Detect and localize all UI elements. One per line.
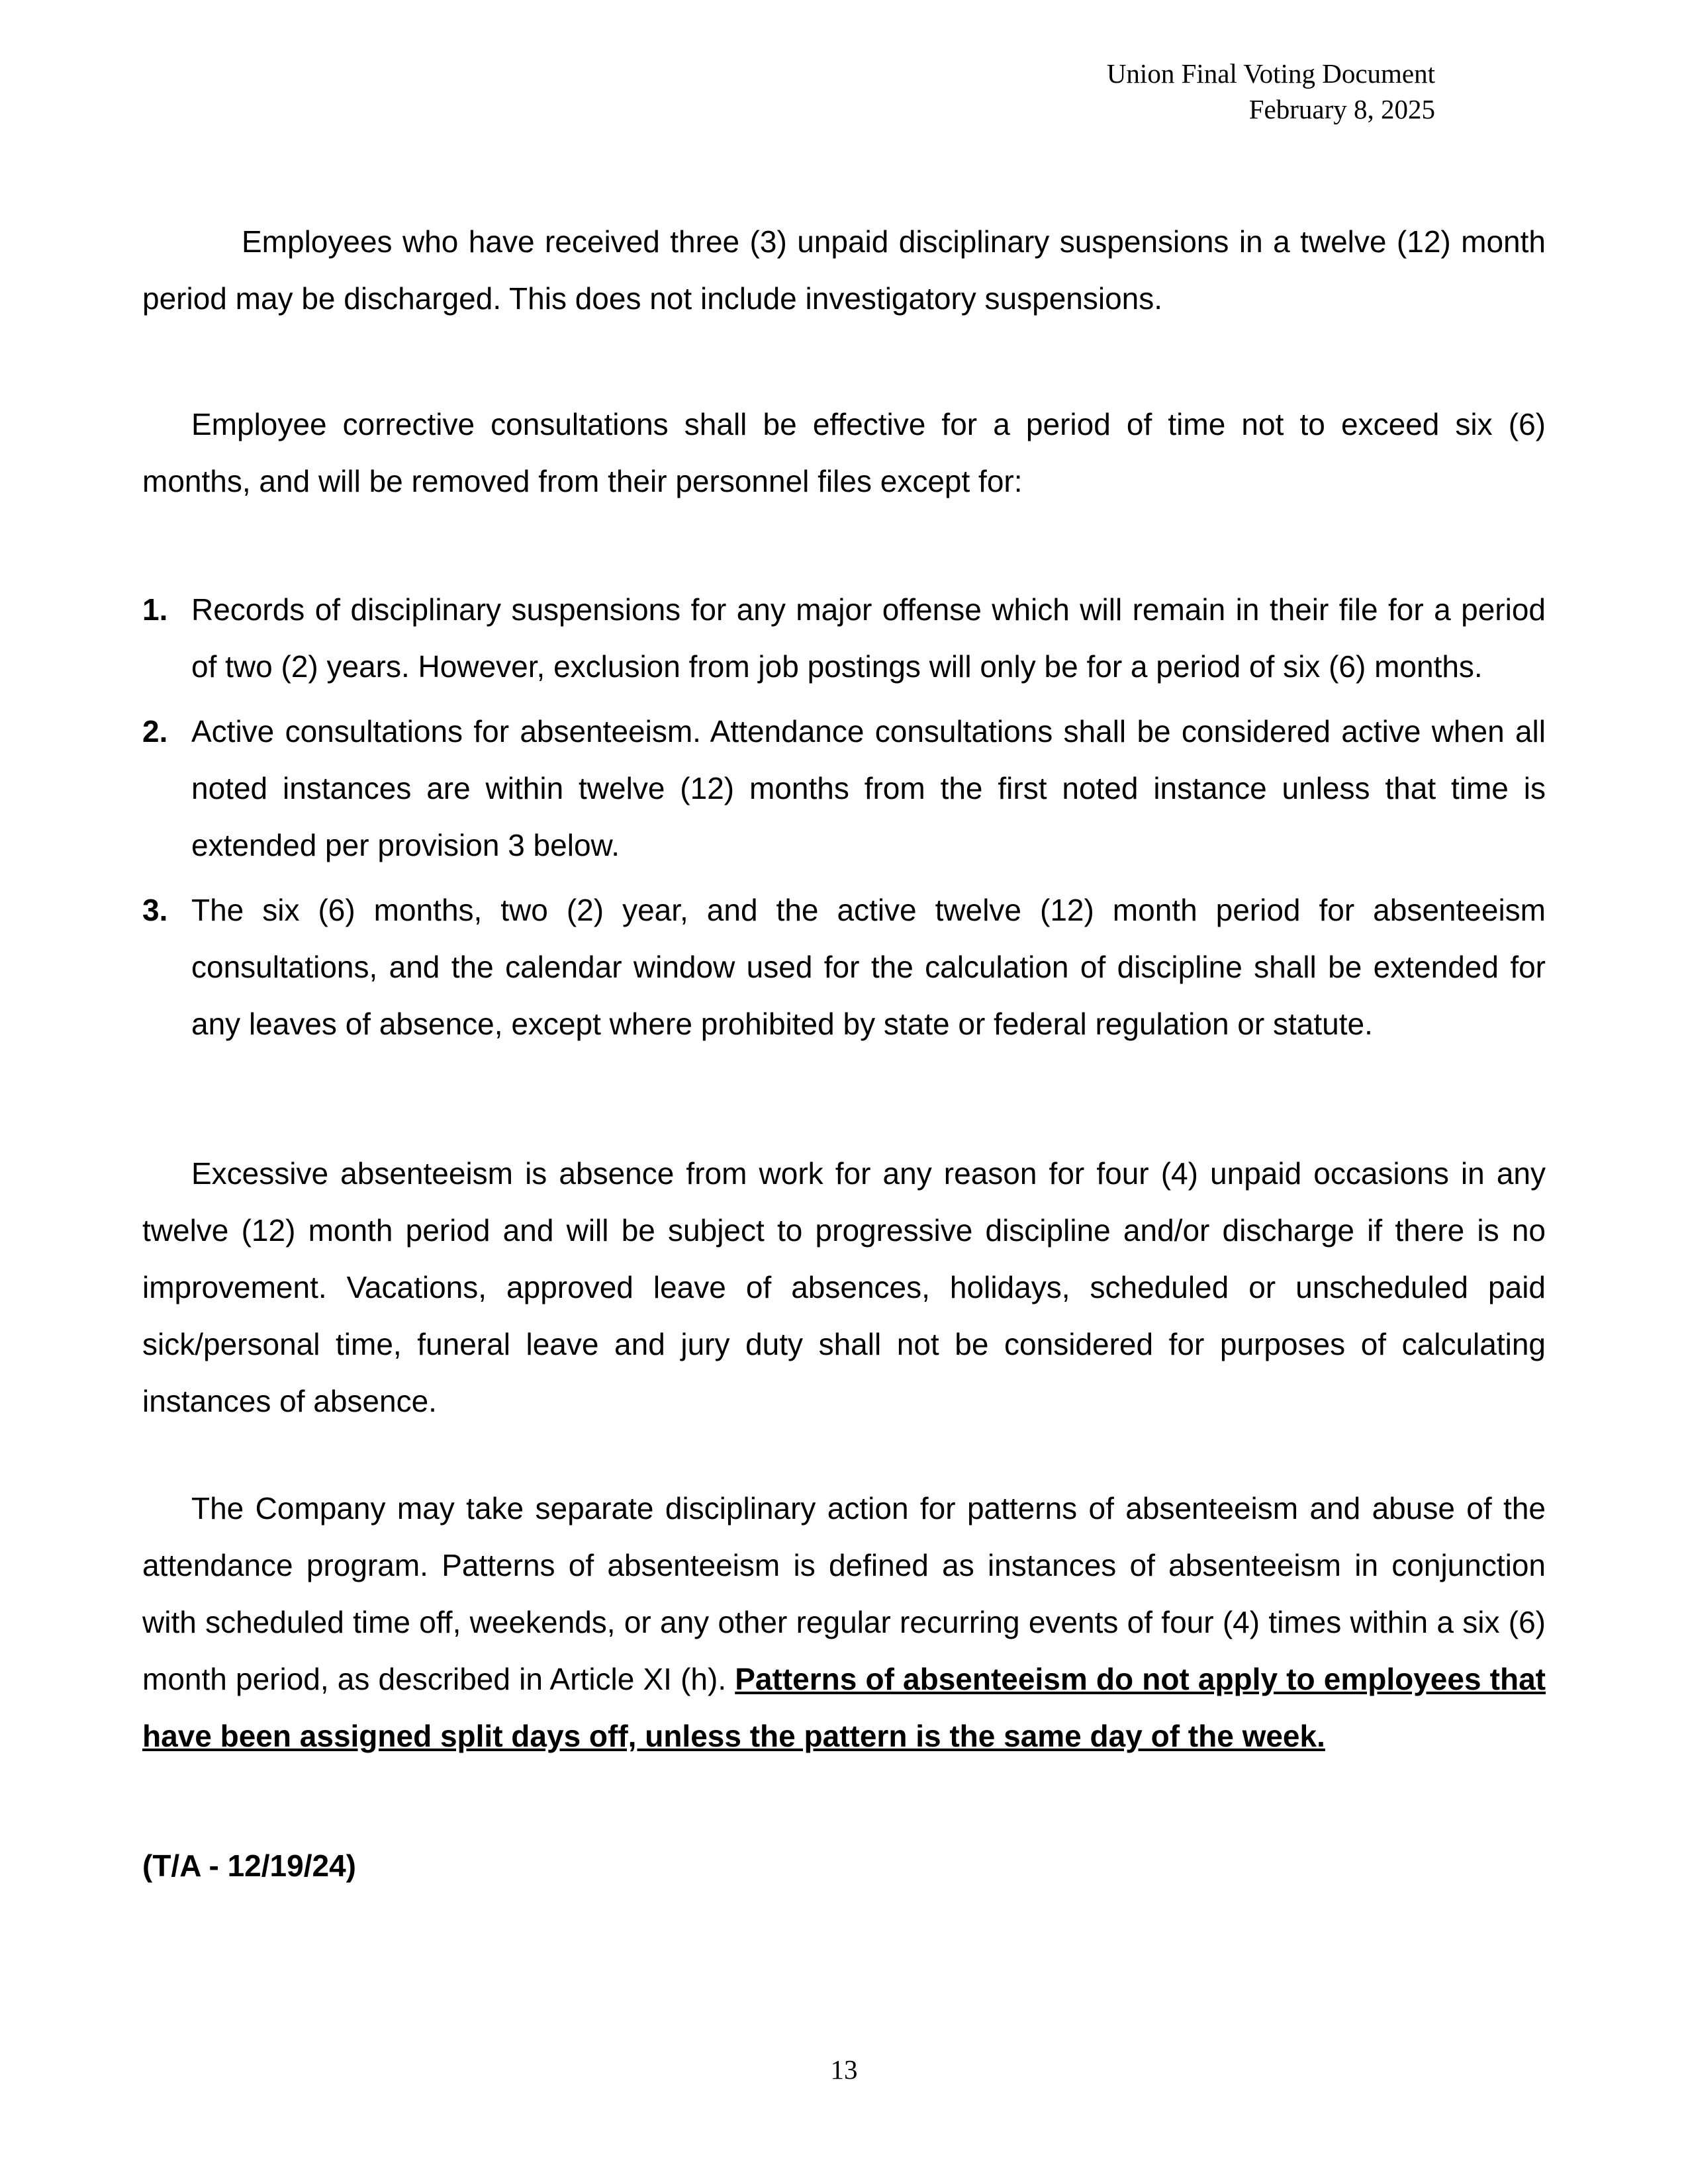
page-number: 13 xyxy=(830,2054,858,2085)
list-item xyxy=(142,703,1546,874)
paragraph-patterns-emphasis: Patterns of absenteeism do not apply to employees that have been assigned split days off, unless the pattern is the same day of the week. xyxy=(142,1662,1546,1753)
paragraph-excessive-absenteeism-block xyxy=(142,1145,1546,1430)
exceptions-list xyxy=(142,581,1546,1060)
document-header xyxy=(1107,56,1435,127)
paragraph-excessive-absenteeism: Excessive absenteeism is absence from work for any reason for four (4) unpaid occasions in any twelve (12) month period and will be subject to progressive discipline and/or discharge if there is no improvement. Vacations, approved leave of absences, holidays, scheduled or unscheduled paid sick/personal time, funeral leave and jury duty shall not be considered for purposes of calculating instances of absence. xyxy=(142,1156,1546,1418)
paragraph-patterns-text: The Company may take separate disciplinary action for patterns of absenteeism and abuse of the attendance program. Patterns of absenteeism is defined as instances of absenteeism in conjunction with scheduled time off, weekends, or any other regular recurring events of four (4) times within a six (6) month period, as described in Article XI (h). xyxy=(142,1491,1546,1696)
list-item xyxy=(142,581,1546,695)
list-item-number: 3. xyxy=(142,893,168,927)
header-date: February 8, 2025 xyxy=(1248,94,1435,124)
list-item-number: 2. xyxy=(142,714,168,749)
tentative-agreement-note: (T/A - 12/19/24) xyxy=(142,1848,356,1883)
header-title: Union Final Voting Document xyxy=(1106,58,1435,89)
list-item-number: 1. xyxy=(142,592,168,627)
list-item-text: Active consultations for absenteeism. Attendance consultations shall be considered active when all noted instances are within twelve (12) months from the first noted instance unless that time is extended per provision 3 below. xyxy=(191,714,1546,862)
paragraph-suspensions: Employees who have received three (3) unpaid disciplinary suspensions in a twelve (12) month period may be discharged. This does not include investigatory suspensions. xyxy=(142,224,1546,316)
paragraph-patterns xyxy=(142,1480,1546,1764)
paragraph-consultations: Employee corrective consultations shall be effective for a period of time not to exceed six (6) months, and will be removed from their personnel files except for: xyxy=(142,407,1546,498)
paragraph-suspensions-block xyxy=(142,213,1546,327)
paragraph-patterns-block xyxy=(142,1480,1546,1764)
paragraph-consultations-block xyxy=(142,396,1546,510)
list-item-text: Records of disciplinary suspensions for any major offense which will remain in their file for a period of two (2) years. However, exclusion from job postings will only be for a period of six (6) months. xyxy=(191,592,1546,684)
list-item-text: The six (6) months, two (2) year, and the active twelve (12) month period for absenteeism consultations, and the calendar window used for the calculation of discipline shall be extended for any leaves of absence, except where prohibited by state or federal regulation or statute. xyxy=(191,893,1546,1041)
list-item xyxy=(142,882,1546,1052)
